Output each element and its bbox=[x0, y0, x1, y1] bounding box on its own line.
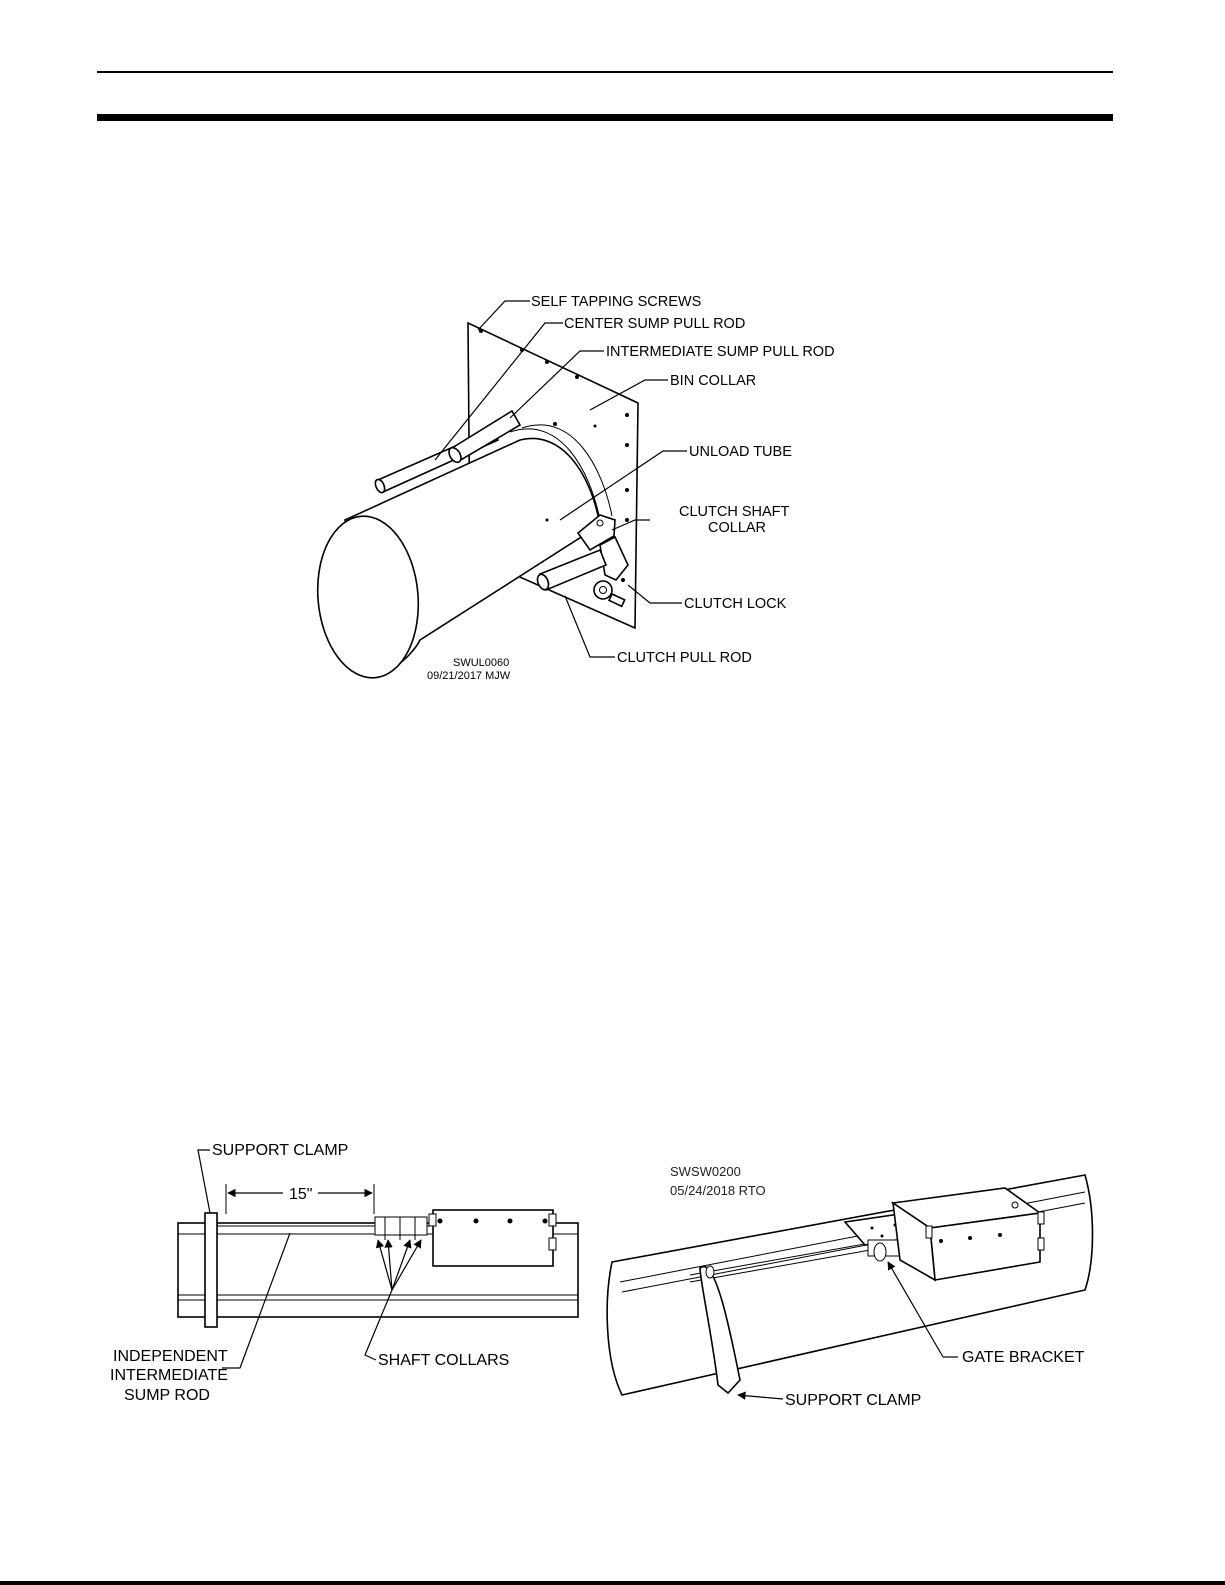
figure-top-view bbox=[110, 1142, 578, 1404]
label-clutch-lock: CLUTCH LOCK bbox=[684, 596, 787, 612]
label-intermediate: INTERMEDIATE bbox=[110, 1367, 228, 1384]
label-bin-collar: BIN COLLAR bbox=[670, 373, 757, 389]
figure-isometric-view bbox=[607, 1164, 1092, 1409]
footer-rule bbox=[0, 1581, 1225, 1585]
drawing-date-1: 09/21/2017 MJW bbox=[427, 670, 511, 682]
label-center-sump-pull-rod: CENTER SUMP PULL ROD bbox=[564, 316, 746, 332]
label-clutch-pull-rod: CLUTCH PULL ROD bbox=[617, 650, 752, 666]
drawing-id-1: SWUL0060 bbox=[453, 657, 510, 669]
label-support-clamp-top: SUPPORT CLAMP bbox=[212, 1142, 349, 1159]
label-sump-rod: SUMP ROD bbox=[124, 1387, 210, 1404]
support-clamp-top bbox=[205, 1213, 217, 1327]
label-self-tapping-screws: SELF TAPPING SCREWS bbox=[531, 294, 702, 310]
label-intermediate-sump-pull-rod: INTERMEDIATE SUMP PULL ROD bbox=[606, 344, 835, 360]
label-clutch-shaft: CLUTCH SHAFT bbox=[679, 504, 790, 520]
label-gate-bracket: GATE BRACKET bbox=[962, 1349, 1085, 1366]
gate-box-top bbox=[429, 1210, 556, 1266]
drawing-date-2: 05/24/2018 RTO bbox=[670, 1183, 766, 1198]
label-unload-tube: UNLOAD TUBE bbox=[689, 444, 792, 460]
label-independent: INDEPENDENT bbox=[113, 1348, 228, 1365]
figure-bin-collar-assembly bbox=[311, 294, 834, 682]
label-support-clamp-isometric: SUPPORT CLAMP bbox=[785, 1392, 922, 1409]
label-shaft-collars: SHAFT COLLARS bbox=[378, 1352, 510, 1369]
drawing-id-2: SWSW0200 bbox=[670, 1164, 741, 1179]
label-clutch-shaft-collar: COLLAR bbox=[708, 520, 767, 536]
dimension-15in: 15" bbox=[289, 1186, 313, 1203]
